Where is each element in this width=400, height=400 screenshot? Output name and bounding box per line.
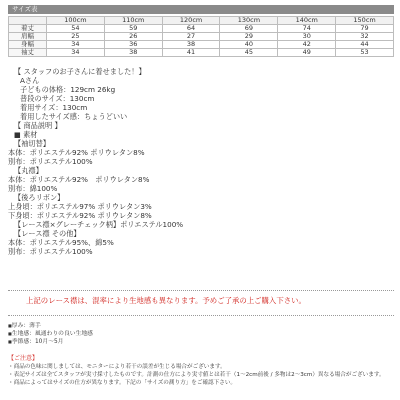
size-column-header: 120cm: [162, 17, 220, 25]
material-line: 上身頃：ポリエステル97% ポリウレタン3%: [8, 202, 152, 211]
caution-title: 【ご注意】: [8, 355, 39, 362]
staff-heading: 【 スタッフのお子さんに着せました！】: [14, 67, 146, 76]
table-row: [9, 25, 394, 33]
size-table-head-row: [9, 17, 394, 25]
table-cell: 45: [220, 49, 278, 57]
material-line: 別布：ポリエステル100%: [8, 247, 93, 256]
attribute-list: [8, 322, 394, 346]
size-table: [8, 16, 394, 57]
table-cell: 54: [47, 25, 105, 33]
row-label: 着丈: [9, 25, 47, 33]
section-title: 【後ろリボン】: [14, 193, 65, 202]
table-cell: 25: [47, 33, 105, 41]
staff-body: 子どもの体格：129cm 26kg: [20, 85, 116, 94]
staff-impression: 着用したサイズ感：ちょうどいい: [20, 112, 128, 121]
table-cell: 44: [336, 41, 394, 49]
table-cell: 64: [162, 25, 220, 33]
row-label: 袖丈: [9, 49, 47, 57]
table-cell: 32: [336, 33, 394, 41]
table-cell: 38: [104, 49, 162, 57]
material-line: 本体：ポリエステル92% ポリウレタン8%: [8, 148, 145, 157]
table-cell: 41: [162, 49, 220, 57]
table-cell: 27: [162, 33, 220, 41]
table-cell: 59: [104, 25, 162, 33]
caution-line: ・商品の色味に関しましては、モニターにより若干の誤差が生じる場合がございます。: [8, 364, 226, 370]
attribute-texture: ■ 生地感：風通わりの良い生地感: [8, 330, 394, 338]
table-row: [9, 41, 394, 49]
table-cell: 69: [220, 25, 278, 33]
table-cell: 49: [278, 49, 336, 57]
section-title: 【丸襟】: [14, 166, 43, 175]
material-label: ■ 素材: [14, 130, 38, 139]
table-cell: 40: [220, 41, 278, 49]
table-cell: 30: [278, 33, 336, 41]
table-cell: 79: [336, 25, 394, 33]
table-cell: 26: [104, 33, 162, 41]
table-cell: 34: [47, 41, 105, 49]
size-table-header: [8, 5, 394, 14]
caution-line: ・商品によってはサイズの仕方が異なります。下記の「サイズの測り方」をご確認下さい。: [8, 380, 237, 386]
table-cell: 42: [278, 41, 336, 49]
row-label: 肩幅: [9, 33, 47, 41]
table-cell: 29: [220, 33, 278, 41]
material-line: 本体：ポリエステル95%、綿5%: [8, 238, 114, 247]
size-column-header: 100cm: [47, 17, 105, 25]
table-cell: 74: [278, 25, 336, 33]
attribute-thickness: ■ 厚み：薄手: [8, 322, 394, 330]
material-line: 別布：綿100%: [8, 184, 58, 193]
size-table-title: サイズ表: [12, 5, 38, 13]
size-column-header: 140cm: [278, 17, 336, 25]
lace-collar-notice: 上記のレース襟は、混率により生地感も異なります。予めご了承の上ご購入下さい。: [26, 296, 306, 305]
caution-block: [8, 355, 394, 387]
table-row: [9, 33, 394, 41]
table-cell: 38: [162, 41, 220, 49]
divider: [8, 290, 394, 291]
material-line: 別布：ポリエステル100%: [8, 157, 93, 166]
material-line: 【レース襟×グレーチェック柄】ポリエステル100%: [14, 220, 184, 229]
material-line: 下身頃：ポリエステル92% ポリウレタン8%: [8, 211, 152, 220]
product-description: [8, 67, 394, 256]
caution-line: ・表記サイズは全てスタッフが実寸採寸したものです。計測の仕方により実寸値とは若干（1～2cm前後 / 多物は2～3cm）異なる場合がございます。: [8, 372, 385, 378]
size-column-header: 130cm: [220, 17, 278, 25]
staff-usual-size: 普段のサイズ：130cm: [20, 94, 95, 103]
size-column-header: 150cm: [336, 17, 394, 25]
table-row: [9, 49, 394, 57]
section-title: 【レース襟 その他】: [14, 229, 81, 238]
staff-name: Aさん: [20, 76, 40, 85]
row-label: 身幅: [9, 41, 47, 49]
divider: [8, 315, 394, 316]
size-column-header: 110cm: [104, 17, 162, 25]
section-title: 【袖切替】: [14, 139, 50, 148]
table-cell: 53: [336, 49, 394, 57]
product-heading: 【 商品説明 】: [14, 121, 62, 130]
table-cell: 36: [104, 41, 162, 49]
attribute-season: ■ 季節感：10月～5月: [8, 338, 394, 346]
table-cell: 34: [47, 49, 105, 57]
material-line: 本体：ポリエステル92% ポリウレタン8%: [8, 175, 150, 184]
staff-worn-size: 着用サイズ：130cm: [20, 103, 88, 112]
